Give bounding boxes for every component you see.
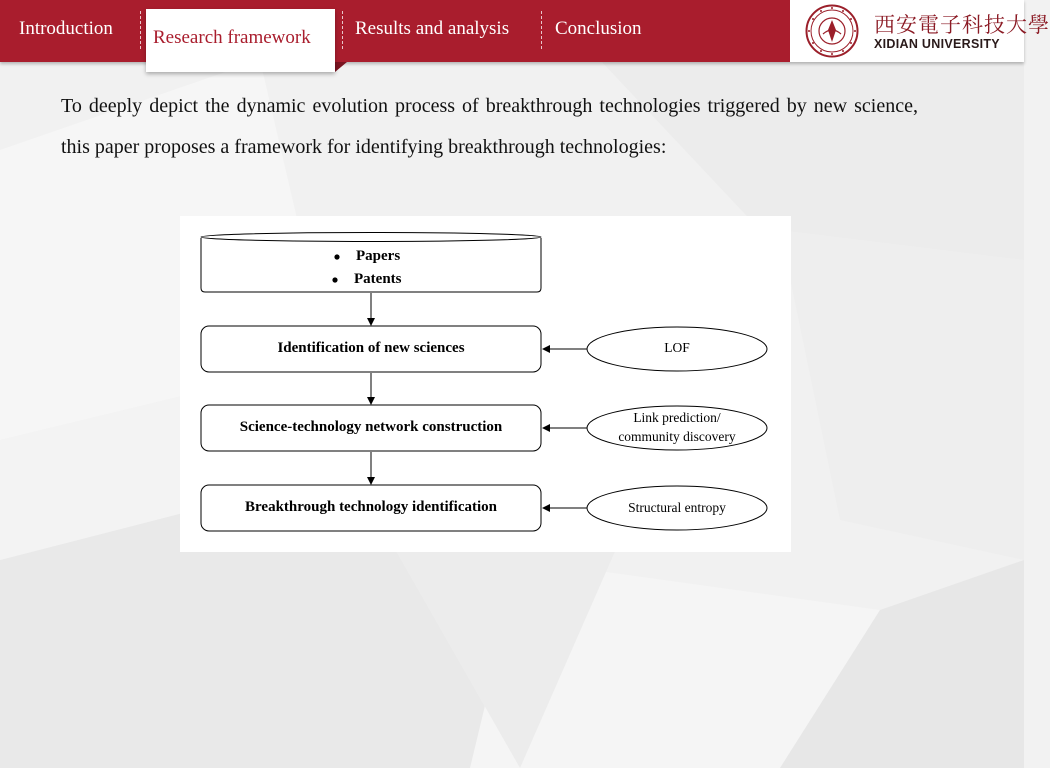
step-label-new-sciences: Identification of new sciences bbox=[277, 340, 465, 356]
source-patents: Patents bbox=[354, 271, 402, 287]
tab-results-and-analysis[interactable]: Results and analysis bbox=[355, 18, 510, 39]
university-name-english: XIDIAN UNIVERSITY bbox=[874, 37, 1000, 51]
bullet-icon bbox=[332, 277, 337, 282]
tab-introduction[interactable]: Introduction bbox=[19, 18, 113, 39]
tab-conclusion[interactable]: Conclusion bbox=[555, 18, 642, 39]
university-name-chinese: 西安電子科技大學 bbox=[874, 13, 1050, 37]
framework-diagram bbox=[180, 216, 791, 552]
university-seal-icon bbox=[805, 4, 859, 58]
step-label-breakthrough-identification: Breakthrough technology identification bbox=[245, 499, 497, 515]
nav-divider bbox=[541, 11, 542, 49]
method-link-prediction: Link prediction/ bbox=[633, 410, 721, 425]
tab-research-framework[interactable] bbox=[146, 9, 335, 72]
method-community-discovery: community discovery bbox=[618, 429, 736, 444]
step-label-network-construction: Science-technology network construction bbox=[239, 419, 503, 435]
source-papers: Papers bbox=[356, 248, 401, 264]
intro-paragraph: To deeply depict the dynamic evolution process of breakthrough technologies triggered by new science, this paper proposes a framework for identifying breakthrough technologies: bbox=[61, 95, 918, 158]
bullet-icon bbox=[334, 254, 339, 259]
method-lof: LOF bbox=[664, 340, 690, 355]
method-structural-entropy: Structural entropy bbox=[628, 500, 726, 515]
nav-divider bbox=[140, 11, 141, 49]
university-logo bbox=[790, 0, 1050, 62]
active-tab-fold bbox=[335, 62, 347, 72]
nav-divider bbox=[342, 11, 343, 49]
tab-research-framework-label: Research framework bbox=[153, 27, 311, 48]
